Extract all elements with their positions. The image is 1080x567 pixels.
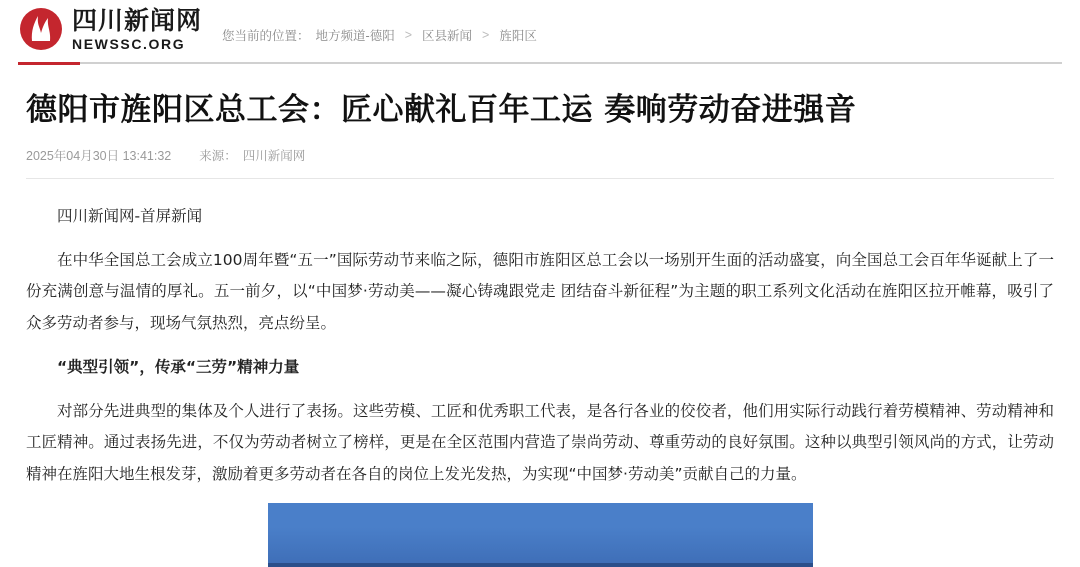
site-logo-cn: 四川新闻网 (72, 5, 203, 35)
breadcrumb-separator-0: > (404, 28, 413, 42)
breadcrumb-separator-1: > (482, 28, 490, 42)
article-meta (26, 146, 1054, 164)
header-divider (18, 62, 1062, 64)
page-title: 德阳市旌阳区总工会：匠心献礼百年工运 奏响劳动奋进强音 (26, 92, 857, 128)
article-lead: 四川新闻网-首屏新闻 (57, 206, 203, 225)
site-header (0, 0, 1080, 56)
article-paragraph: 对部分先进典型的集体及个人进行了表扬。这些劳模、工匠和优秀职工代表，是各行各业的佼佼者，他们用实际行动践行着劳模精神、劳动精神和工匠精神。通过表扬先进，不仅为劳动者树立了榜样，更是在全区范围内营造了崇尚劳动、尊重劳动的良好氛围。这种以典型引领风尚的方式，让劳动精神在旌阳大地生根发芽，激励着更多劳动者在各自的岗位上发光发热，为实现“中国梦·劳动美”贡献自己的力量。 (26, 401, 1054, 484)
article-source (199, 146, 305, 164)
site-logo[interactable] (18, 7, 202, 51)
article-timestamp: 2025年04月30日 13:41:32 (26, 148, 172, 163)
site-logo-en: NEWSSC.ORG (72, 35, 186, 52)
flame-mark-icon (18, 7, 64, 51)
breadcrumb-item-0[interactable]: 地方频道-德阳 (315, 29, 395, 43)
breadcrumb (222, 26, 537, 44)
article-subheading: “典型引领”，传承“三劳”精神力量 (57, 357, 300, 376)
header-accent-bar (18, 62, 80, 65)
article-paragraph: 在中华全国总工会成立100周年暨“五一”国际劳动节来临之际，德阳市旌阳区总工会以一场别开生面的活动盛宴，向全国总工会百年华诞献上了一份充满创意与温情的厚礼。五一前夕，以“中国梦·劳动美——凝心铸魂跟党走 团结奋斗新征程”为主题的职工系列文化活动在旌阳区拉开帷幕，吸引了众多劳动者参与，现场气氛热烈，亮点纷呈。 (26, 250, 1054, 333)
article-image (268, 503, 813, 567)
breadcrumb-item-1[interactable]: 区县新闻 (422, 29, 473, 43)
site-logo-text (72, 5, 203, 52)
article-source-label: 来源： (199, 148, 237, 163)
article-source-value: 四川新闻网 (242, 148, 306, 163)
breadcrumb-item-2[interactable]: 旌阳区 (499, 29, 537, 43)
breadcrumb-prefix: 您当前的位置： (222, 29, 310, 43)
article-body (26, 179, 1054, 567)
